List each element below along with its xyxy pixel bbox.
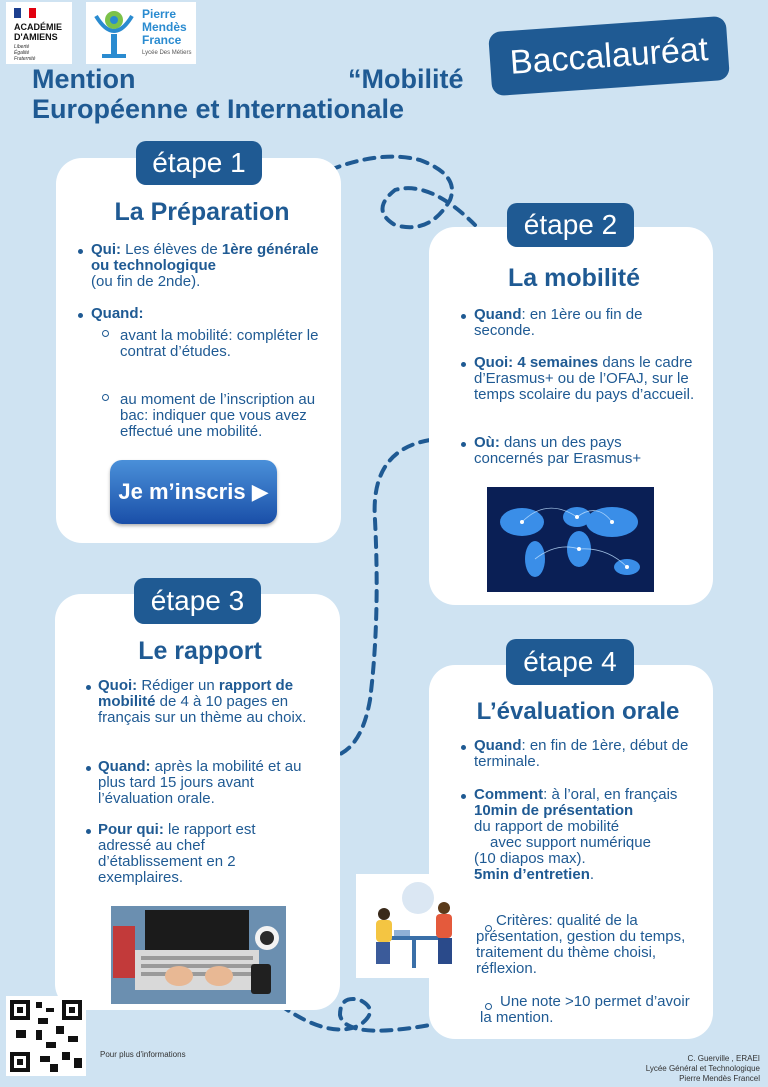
je-minscris-button[interactable]: Je m’inscris ▶ bbox=[110, 460, 277, 524]
interview-illustration bbox=[356, 874, 468, 978]
step-4-comment: Comment: à l’oral, en français 10min de présentation du rapport de mobilité avec support numérique (10 diapos max). 5min d’entretien. bbox=[474, 786, 678, 883]
step-1-sub1: avant la mobilité: compléter le contrat d’études. bbox=[120, 327, 319, 360]
motto-1: Liberté bbox=[14, 44, 30, 50]
lycee-name-2: Mendès bbox=[142, 20, 187, 34]
motto-3: Fraternité bbox=[14, 56, 36, 62]
step-4-quand: Quand: en fin de 1ère, début de terminale. bbox=[474, 737, 689, 770]
step-1-badge: étape 1 bbox=[136, 141, 262, 185]
bullet-icon bbox=[78, 313, 83, 318]
baccalaureat-badge: Baccalauréat bbox=[488, 16, 730, 96]
bullet-icon bbox=[86, 829, 91, 834]
bullet-icon bbox=[461, 314, 466, 319]
lycee-name-1: Pierre bbox=[142, 7, 177, 21]
laptop-image bbox=[111, 906, 286, 1004]
step-4-badge: étape 4 bbox=[506, 639, 634, 685]
step-3-quoi: Quoi: Rédiger un rapport de mobilité de 4 à 10 pages en français sur un thème au choix. bbox=[98, 677, 307, 726]
step-4-title: L’évaluation orale bbox=[476, 698, 680, 725]
motto-2: Égalité bbox=[14, 50, 30, 56]
step-3-title: Le rapport bbox=[138, 637, 262, 665]
step-4-note: Une note >10 permet d’avoir la mention. bbox=[480, 993, 690, 1026]
bullet-icon bbox=[461, 362, 466, 367]
circle-bullet-icon bbox=[102, 394, 109, 401]
step-1-quand-label: Quand: bbox=[91, 305, 144, 322]
step-2-title: La mobilité bbox=[508, 264, 640, 292]
academie-name-2: D'AMIENS bbox=[14, 32, 58, 42]
bullet-icon bbox=[78, 249, 83, 254]
lycee-subtitle: Lycée Des Métiers bbox=[142, 50, 192, 56]
footer-credit: C. Guerville , ERAEI Lycée Général et Technologique Pierre Mendès Francel bbox=[645, 1054, 760, 1083]
title-mention: Mention bbox=[32, 64, 136, 94]
step-2-quand: Quand: en 1ère ou fin de seconde. bbox=[474, 306, 643, 339]
bullet-icon bbox=[86, 766, 91, 771]
step-3-pourqui: Pour qui: le rapport est adressé au chef d’établissement en 2 exemplaires. bbox=[98, 821, 256, 886]
step-2-quoi: Quoi: 4 semaines dans le cadre d’Erasmus+ ou de l’OFAJ, sur le temps scolaire du pays d’accueil. bbox=[474, 354, 695, 403]
step-1-title: La Préparation bbox=[114, 198, 290, 226]
step-2-badge: étape 2 bbox=[507, 203, 634, 247]
world-map-image bbox=[487, 487, 654, 592]
bullet-icon bbox=[461, 442, 466, 447]
academie-name-1: ACADÉMIE bbox=[14, 22, 63, 32]
bullet-icon bbox=[86, 685, 91, 690]
step-3-quand: Quand: après la mobilité et au plus tard 15 jours avant l’évaluation orale. bbox=[98, 758, 302, 807]
lycee-name-3: France bbox=[142, 33, 182, 47]
bullet-icon bbox=[461, 794, 466, 799]
footer-info: Pour plus d'informations bbox=[100, 1050, 186, 1059]
step-3-badge: étape 3 bbox=[134, 578, 261, 624]
step-4-criteres: Critères: qualité de la présentation, gestion du temps, traitement du thème choisi, réflexion. bbox=[476, 912, 686, 977]
step-2-ou: Où: dans un des pays concernés par Erasmus+ bbox=[474, 434, 642, 467]
bullet-icon bbox=[461, 745, 466, 750]
step-1-qui: Qui: Les élèves de 1ère générale ou technologique (ou fin de 2nde). bbox=[91, 241, 319, 290]
circle-bullet-icon bbox=[102, 330, 109, 337]
qr-code-icon[interactable] bbox=[6, 996, 86, 1076]
title-mobilite: “Mobilité bbox=[348, 64, 464, 94]
step-1-sub2: au moment de l’inscription au bac: indiquer que vous avez effectué une mobilité. bbox=[120, 391, 316, 440]
title-line2: Européenne et Internationale bbox=[32, 94, 405, 124]
